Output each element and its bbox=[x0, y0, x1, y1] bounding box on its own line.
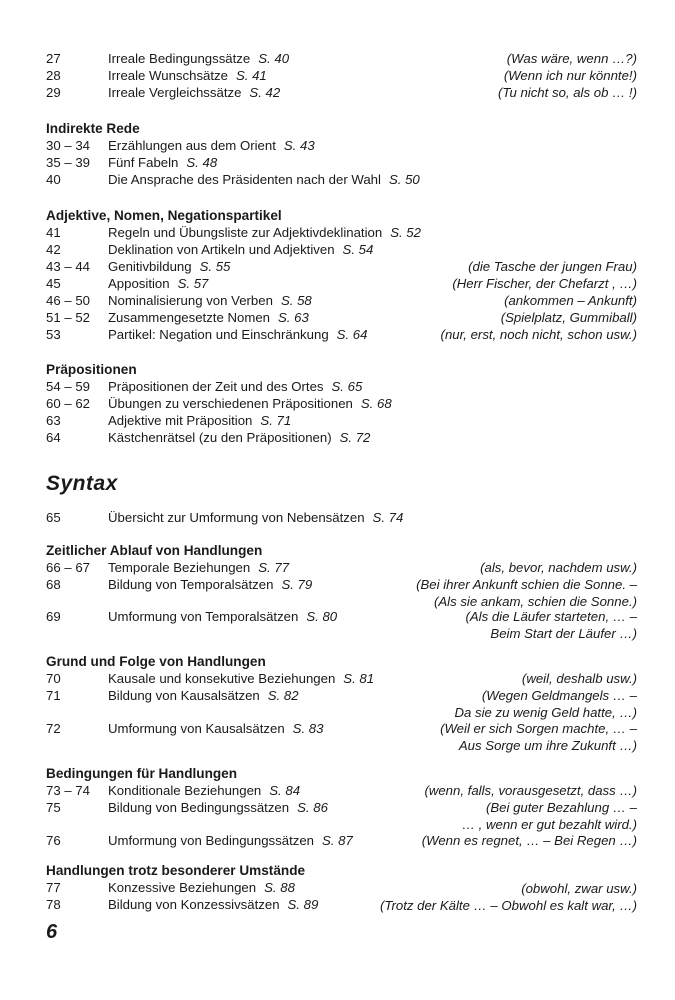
entry-page: S. 52 bbox=[390, 225, 421, 240]
entry-number: 42 bbox=[46, 242, 61, 257]
entry-title: Genitivbildung bbox=[108, 259, 192, 274]
entry-title: Bildung von Bedingungssätzen bbox=[108, 800, 290, 815]
entry-page: S. 74 bbox=[372, 510, 404, 525]
entry-page: S. 50 bbox=[388, 172, 420, 187]
example-text: (obwohl, zwar usw.) bbox=[521, 881, 637, 896]
entry-number: 75 bbox=[46, 800, 61, 815]
entry-title: Umformung von Bedingungssätzen bbox=[108, 833, 314, 848]
entry-number: 29 bbox=[46, 85, 61, 100]
entry-page: S. 86 bbox=[297, 800, 328, 815]
entry-title: Deklination von Artikeln und Adjektiven bbox=[108, 242, 335, 257]
example-text: (Tu nicht so, als ob … !) bbox=[497, 85, 637, 100]
entry-page: S. 65 bbox=[331, 379, 363, 394]
example-text: (Bei guter Bezahlung … – bbox=[485, 800, 637, 815]
entry-page: S. 41 bbox=[235, 68, 267, 83]
example-text: (nur, erst, noch nicht, schon usw.) bbox=[440, 327, 637, 342]
entry-number: 69 bbox=[46, 609, 61, 624]
entry-page: S. 89 bbox=[287, 897, 319, 912]
example-text: Beim Start der Läufer …) bbox=[490, 626, 637, 641]
entry-page: S. 82 bbox=[267, 688, 299, 703]
entry-page: S. 71 bbox=[260, 413, 292, 428]
entry-number: 51 – 52 bbox=[46, 310, 90, 325]
section-heading: Indirekte Rede bbox=[46, 121, 140, 136]
entry-title: Bildung von Konzessivsätzen bbox=[108, 897, 280, 912]
example-text: Aus Sorge um ihre Zukunft …) bbox=[458, 738, 637, 753]
entry-number: 43 – 44 bbox=[46, 259, 90, 274]
section-heading: Präpositionen bbox=[46, 362, 137, 377]
entry-number: 54 – 59 bbox=[46, 379, 90, 394]
example-text: (Herr Fischer, der Chefarzt , …) bbox=[452, 276, 637, 291]
entry-title: Nominalisierung von Verben bbox=[108, 293, 273, 308]
example-text: (Als die Läufer starteten, … – bbox=[465, 609, 637, 624]
example-text: (Wegen Geldmangels … – bbox=[481, 688, 637, 703]
entry-title: Bildung von Temporalsätzen bbox=[108, 577, 274, 592]
example-text: (die Tasche der jungen Frau) bbox=[468, 259, 637, 274]
entry-number: 60 – 62 bbox=[46, 396, 90, 411]
entry-title: Partikel: Negation und Einschränkung bbox=[108, 327, 329, 342]
entry-title: Kausale und konsekutive Beziehungen bbox=[108, 671, 336, 686]
section-heading: Zeitlicher Ablauf von Handlungen bbox=[46, 543, 263, 558]
entry-page: S. 79 bbox=[281, 577, 313, 592]
entry-title: Adjektive mit Präposition bbox=[108, 413, 253, 428]
entry-title: Übungen zu verschiedenen Präpositionen bbox=[108, 396, 353, 411]
entry-number: 35 – 39 bbox=[46, 155, 90, 170]
entry-number: 63 bbox=[46, 413, 61, 428]
entry-page: S. 81 bbox=[343, 671, 375, 686]
entry-title: Umformung von Temporalsätzen bbox=[108, 609, 299, 624]
example-text: … , wenn er gut bezahlt wird.) bbox=[461, 817, 637, 832]
entry-number: 68 bbox=[46, 577, 61, 592]
example-text: (wenn, falls, vorausgesetzt, dass …) bbox=[424, 783, 637, 798]
entry-number: 78 bbox=[46, 897, 61, 912]
entry-title: Erzählungen aus dem Orient bbox=[108, 138, 276, 153]
entry-number: 70 bbox=[46, 671, 61, 686]
example-text: (Trotz der Kälte … – Obwohl es kalt war, …) bbox=[380, 898, 637, 913]
entry-number: 73 – 74 bbox=[46, 783, 90, 798]
entry-number: 41 bbox=[46, 225, 61, 240]
page-number: 6 bbox=[46, 921, 58, 943]
entry-number: 40 bbox=[46, 172, 61, 187]
entry-title: Kästchenrätsel (zu den Präpositionen) bbox=[108, 430, 332, 445]
entry-title: Konditionale Beziehungen bbox=[108, 783, 262, 798]
entry-number: 30 – 34 bbox=[46, 138, 90, 153]
section-heading: Handlungen trotz besonderer Umstände bbox=[46, 863, 306, 878]
entry-title: Präpositionen der Zeit und des Ortes bbox=[108, 379, 324, 394]
entry-page: S. 68 bbox=[360, 396, 392, 411]
entry-page: S. 42 bbox=[249, 85, 281, 100]
entry-number: 53 bbox=[46, 327, 61, 342]
entry-title: Irreale Bedingungssätze bbox=[108, 51, 251, 66]
entry-page: S. 48 bbox=[186, 155, 218, 170]
entry-page: S. 64 bbox=[336, 327, 368, 342]
example-text: (ankommen – Ankunft) bbox=[504, 293, 637, 308]
entry-page: S. 40 bbox=[258, 51, 290, 66]
entry-number: 77 bbox=[46, 880, 61, 895]
example-text: (Bei ihrer Ankunft schien die Sonne. – bbox=[416, 577, 637, 592]
entry-title: Apposition bbox=[108, 276, 170, 291]
example-text: (Wenn es regnet, … – Bei Regen …) bbox=[421, 833, 637, 848]
entry-title: Regeln und Übungsliste zur Adjektivdeklination bbox=[108, 225, 383, 240]
entry-title: Bildung von Kausalsätzen bbox=[108, 688, 260, 703]
entry-number: 72 bbox=[46, 721, 61, 736]
entry-page: S. 83 bbox=[292, 721, 324, 736]
example-text: (Als sie ankam, schien die Sonne.) bbox=[433, 594, 637, 609]
example-text: (Weil er sich Sorgen machte, … – bbox=[440, 721, 637, 736]
example-text: (Was wäre, wenn …?) bbox=[506, 51, 637, 66]
entry-title: Die Ansprache des Präsidenten nach der Wahl bbox=[108, 172, 381, 187]
entry-title: Irreale Vergleichssätze bbox=[108, 85, 242, 100]
entry-page: S. 80 bbox=[306, 609, 338, 624]
entry-number: 76 bbox=[46, 833, 61, 848]
entry-page: S. 58 bbox=[280, 293, 312, 308]
entry-title: Übersicht zur Umformung von Nebensätzen bbox=[108, 510, 365, 525]
entry-number: 66 – 67 bbox=[46, 560, 90, 575]
example-text: (Wenn ich nur könnte!) bbox=[503, 68, 637, 83]
example-text: (weil, deshalb usw.) bbox=[521, 671, 637, 686]
example-text: Da sie zu wenig Geld hatte, …) bbox=[454, 705, 637, 720]
entry-number: 71 bbox=[46, 688, 61, 703]
entry-number: 45 bbox=[46, 276, 61, 291]
entry-page: S. 84 bbox=[269, 783, 301, 798]
entry-page: S. 43 bbox=[283, 138, 315, 153]
entry-title: Fünf Fabeln bbox=[108, 155, 179, 170]
entry-title: Temporale Beziehungen bbox=[108, 560, 251, 575]
entry-number: 28 bbox=[46, 68, 61, 83]
section-heading: Bedingungen für Handlungen bbox=[46, 766, 238, 781]
entry-number: 65 bbox=[46, 510, 61, 525]
entry-page: S. 54 bbox=[342, 242, 374, 257]
example-text: (Spielplatz, Gummiball) bbox=[500, 310, 637, 325]
entry-number: 64 bbox=[46, 430, 61, 445]
entry-title: Umformung von Kausalsätzen bbox=[108, 721, 285, 736]
section-heading: Adjektive, Nomen, Negationspartikel bbox=[46, 208, 282, 223]
entry-page: S. 87 bbox=[322, 833, 353, 848]
section-heading: Grund und Folge von Handlungen bbox=[46, 654, 266, 669]
entry-number: 46 – 50 bbox=[46, 293, 90, 308]
entry-page: S. 88 bbox=[264, 880, 295, 895]
entry-title: Zusammengesetzte Nomen bbox=[108, 310, 270, 325]
entry-page: S. 72 bbox=[339, 430, 371, 445]
example-text: (als, bevor, nachdem usw.) bbox=[480, 560, 637, 575]
entry-title: Irreale Wunschsätze bbox=[108, 68, 228, 83]
entry-number: 27 bbox=[46, 51, 61, 66]
entry-title: Konzessive Beziehungen bbox=[108, 880, 257, 895]
entry-page: S. 63 bbox=[278, 310, 309, 325]
entry-page: S. 77 bbox=[258, 560, 290, 575]
entry-page: S. 57 bbox=[177, 276, 209, 291]
chapter-title: Syntax bbox=[46, 472, 118, 495]
entry-page: S. 55 bbox=[199, 259, 231, 274]
